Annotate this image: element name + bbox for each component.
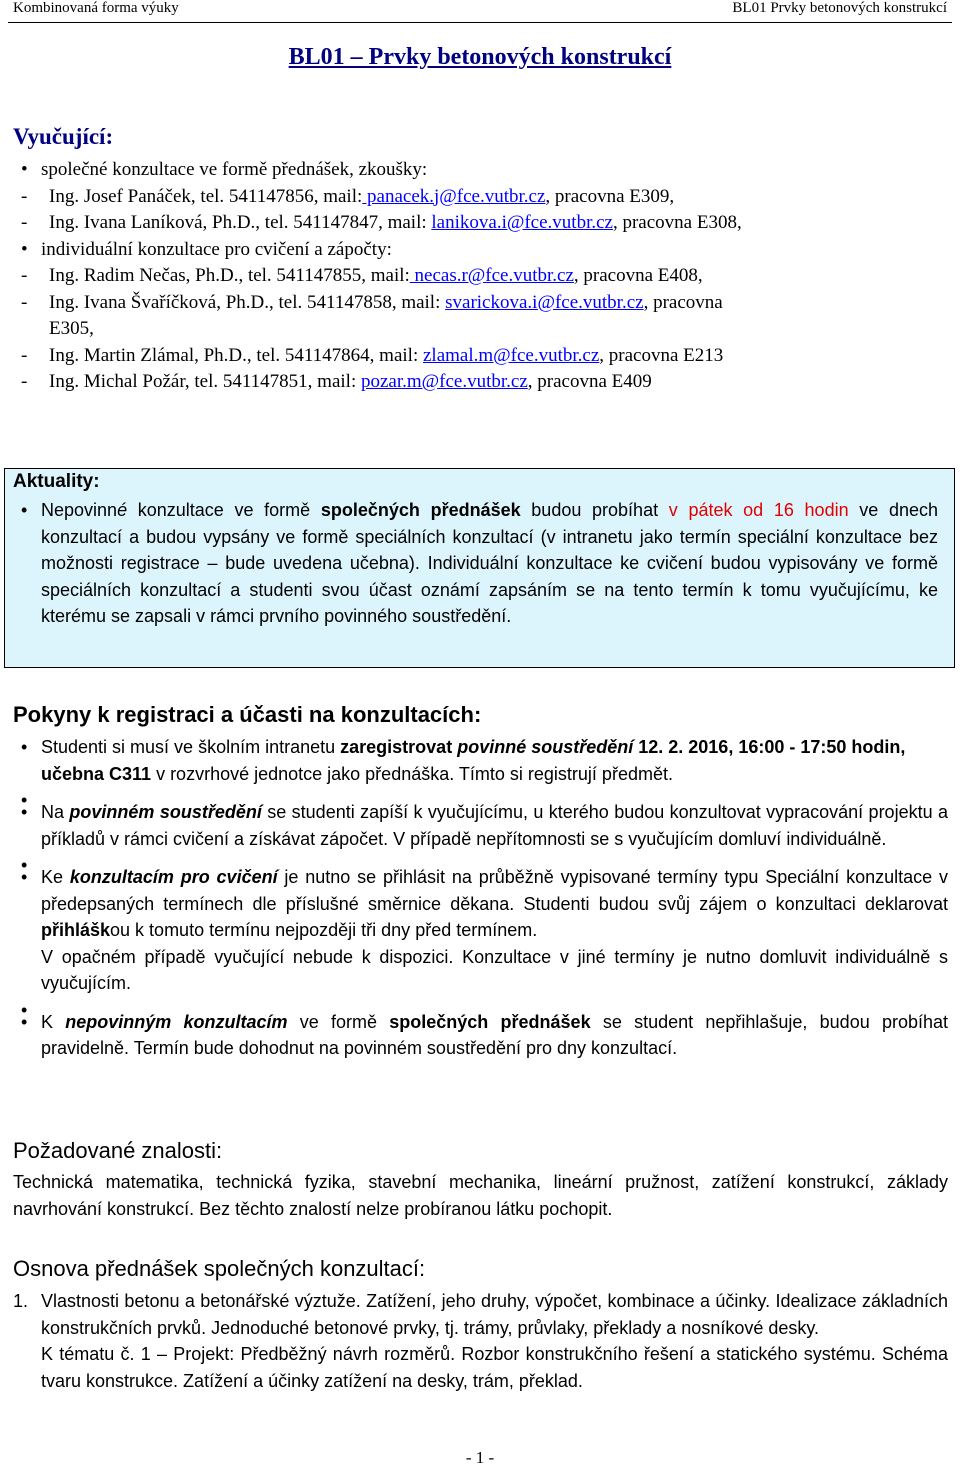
heading-znalosti: Požadované znalosti: xyxy=(13,1138,223,1163)
email-link-6[interactable]: pozar.m@fce.vutbr.cz xyxy=(360,371,528,392)
group-exercises: • individuální konzultace pro cvičení a zápočty: xyxy=(13,237,948,264)
heading-osnova: Osnova přednášek společných konzultací: xyxy=(13,1256,426,1281)
header-left: Kombinovaná forma výuky xyxy=(13,0,179,16)
teacher-5: - Ing. Martin Zlámal, Ph.D., tel. 541147864, mail: zlamal.m@fce.vutbr.cz, pracovna E213 xyxy=(13,343,948,370)
syllabus-item-1: 1. Vlastnosti betonu a betonářské výztuže. Zatížení, jeho druhy, výpočet, kombinace a účinky. Idealizace základních konstrukčních prvků. Jednoduché betonové prvky, tj. trámy, průvlaky, překlady a nosníkové desky. K tématu č. 1 – Projekt: Předběžný návrh rozměrů. Rozbor konstrukčního řešení a statického systému. Schéma tvaru konstrukce. Zatížení a účinky zatížení na desky, trám, překlad. xyxy=(13,1291,948,1391)
knowledge-text: Technická matematika, technická fyzika, stavební mechanika, lineární pružnost, zatížení konstrukcí, základy navrhování konstrukcí. Bez těchto znalostí nelze probíranou látku pochopit. xyxy=(13,1172,948,1219)
instructions-list xyxy=(13,734,948,1062)
email-link-5[interactable]: zlamal.m@fce.vutbr.cz xyxy=(422,344,600,366)
email-link-3[interactable]: necas.r@fce.vutbr.cz xyxy=(409,265,574,286)
teacher-4: - Ing. Ivana Švaříčková, Ph.D., tel. 541147858, mail: svarickova.i@fce.vutbr.cz, pracovna E305, xyxy=(13,290,749,343)
heading-aktuality: Aktuality: xyxy=(13,471,100,492)
document-title: BL01 – Prvky betonových konstrukcí xyxy=(288,44,672,70)
header-rule xyxy=(8,22,952,23)
teachers-block xyxy=(13,157,948,396)
news-time-highlight: v pátek od 16 hodin xyxy=(668,500,849,520)
heading-vyucujici: Vyučující: xyxy=(13,124,114,149)
news-text: • Nepovinné konzultace ve formě společných přednášek budou probíhat v pátek od 16 hodin ve dnech konzultací a budou vypsány ve formě speciálních konzultací (v intranetu jako termín speciální konzultace bez možnosti registrace – bude uvedena učebna). Individuální konzultace ke cvičení budou vypisovány ve formě speciálních konzultací a studenti svou účast oznámí zapsáním se na tento termín k tomu vyučujícímu, ke kterému se zapsali v rámci prvního povinného soustředění. xyxy=(13,497,938,630)
instruction-4: • K nepovinným konzultacím ve formě společných přednášek se student nepřihlašuje, budou probíhat pravidelně. Termín bude dohodnut na povinném soustředění pro dny konzultací. xyxy=(13,1009,948,1062)
heading-pokyny: Pokyny k registraci a účasti na konzultacích: xyxy=(13,702,482,727)
instruction-3: • Ke konzultacím pro cvičení je nutno se přihlásit na průběžně vypisované termíny typu Speciální konzultace v předepsaných termínech dle příslušné směrnice děkana. Studenti budou svůj zájem o konzultaci deklarovat přihláškou k tomuto termínu nejpozději tři dny před termínem. V opačném případě vyučující nebude k dispozici. Konzultace v jiné termíny je nutno domluvit individuálně s vyučujícím. xyxy=(13,864,948,997)
teacher-1: - Ing. Josef Panáček, tel. 541147856, mail: panacek.j@fce.vutbr.cz, pracovna E309, xyxy=(13,184,948,211)
email-link-1[interactable]: panacek.j@fce.vutbr.cz xyxy=(362,185,546,207)
page-number: - 1 - xyxy=(465,1448,495,1467)
teacher-2: - Ing. Ivana Laníková, Ph.D., tel. 541147847, mail: lanikova.i@fce.vutbr.cz, pracovna E308, xyxy=(13,210,948,237)
header-right: BL01 Prvky betonových konstrukcí xyxy=(732,0,947,16)
page-header xyxy=(0,0,960,24)
group-lectures: • společné konzultace ve formě přednášek, zkoušky: xyxy=(13,157,948,184)
instruction-2: • Na povinném soustředění se studenti zapíší k vyučujícímu, u kterého budou konzultovat vypracování projektu a příkladů v rámci cvičení a získávat zápočet. V případě nepřítomnosti se s vyučujícím domluví individuálně. xyxy=(13,799,948,852)
instruction-1: • Studenti si musí ve školním intranetu zaregistrovat povinné soustředění 12. 2. 2016, 16:00 - 17:50 hodin, učebna C311 v rozvrhové jednotce jako přednáška. Tímto si registrují předmět. xyxy=(13,734,948,787)
teacher-3: - Ing. Radim Nečas, Ph.D., tel. 541147855, mail: necas.r@fce.vutbr.cz, pracovna E408, xyxy=(13,263,948,290)
email-link-4[interactable]: svarickova.i@fce.vutbr.cz xyxy=(445,291,644,313)
teacher-6: - Ing. Michal Požár, tel. 541147851, mail: pozar.m@fce.vutbr.cz, pracovna E409 xyxy=(13,369,948,396)
email-link-2[interactable]: lanikova.i@fce.vutbr.cz xyxy=(431,212,613,233)
